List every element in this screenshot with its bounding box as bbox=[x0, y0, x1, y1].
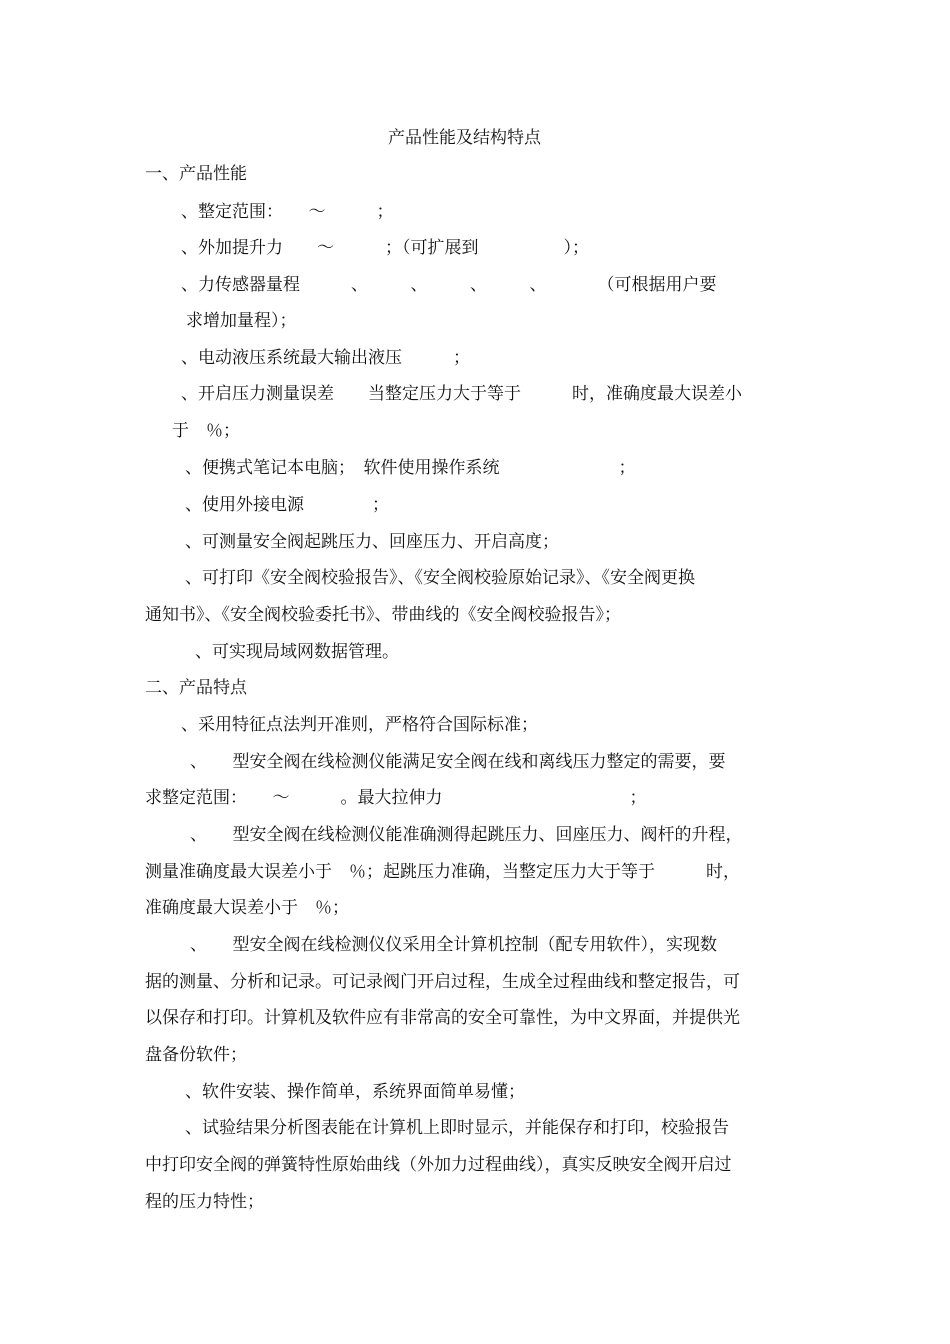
performance-item-8: 、可测量安全阀起跳压力、回座压力、开启高度； bbox=[185, 532, 559, 552]
performance-item-9: 、可打印《安全阀校验报告》、《安全阀校验原始记录》、《安全阀更换 bbox=[185, 568, 695, 588]
section-heading-features: 二、产品特点 bbox=[145, 678, 247, 698]
feature-item-3: 、 型安全阀在线检测仪能准确测得起跳压力、回座压力、阀杆的升程， bbox=[190, 825, 743, 845]
feature-item-5: 、软件安装、操作简单，系统界面简单易懂； bbox=[185, 1082, 525, 1102]
performance-item-2: 、外加提升力 ～ ；（可扩展到 ）； bbox=[181, 238, 589, 258]
feature-item-4: 、 型安全阀在线检测仪仪采用全计算机控制（配专用软件），实现数 bbox=[190, 935, 717, 955]
feature-item-6-cont2: 程的压力特性； bbox=[145, 1192, 264, 1212]
feature-item-2: 、 型安全阀在线检测仪能满足安全阀在线和离线压力整定的需要，要 bbox=[190, 752, 726, 772]
performance-item-7: 、使用外接电源 ； bbox=[185, 495, 389, 515]
feature-item-4-cont3: 盘备份软件； bbox=[145, 1045, 247, 1065]
document-title: 产品性能及结构特点 bbox=[388, 128, 541, 148]
feature-item-6-cont: 中打印安全阀的弹簧特性原始曲线（外加力过程曲线），真实反映安全阀开启过 bbox=[145, 1155, 732, 1175]
performance-item-10: 、可实现局域网数据管理。 bbox=[195, 642, 399, 662]
feature-item-2-cont: 求整定范围： ～ 。最大拉伸力 ； bbox=[145, 788, 647, 808]
performance-item-3-cont: 求增加量程）； bbox=[186, 311, 297, 331]
feature-item-1: 、采用特征点法判开准则，严格符合国际标准； bbox=[181, 715, 538, 735]
feature-item-4-cont: 据的测量、分析和记录。可记录阀门开启过程，生成全过程曲线和整定报告，可 bbox=[145, 972, 740, 992]
performance-item-1: 、整定范围： ～ ； bbox=[181, 202, 394, 222]
performance-item-3: 、力传感器量程 、 、 、 、 （可根据用户要 bbox=[181, 275, 717, 295]
performance-item-9-cont: 通知书》、《安全阀校验委托书》、带曲线的《安全阀校验报告》； bbox=[145, 605, 621, 625]
feature-item-4-cont2: 以保存和打印。计算机及软件应有非常高的安全可靠性，为中文界面，并提供光 bbox=[145, 1008, 740, 1028]
section-heading-performance: 一、产品性能 bbox=[145, 164, 247, 184]
performance-item-4: 、电动液压系统最大输出液压 ； bbox=[181, 348, 470, 368]
performance-item-6: 、便携式笔记本电脑； 软件使用操作系统 ； bbox=[185, 458, 636, 478]
feature-item-6: 、试验结果分析图表能在计算机上即时显示，并能保存和打印，校验报告 bbox=[185, 1118, 729, 1138]
performance-item-5: 、开启压力测量误差 当整定压力大于等于 时，准确度最大误差小 bbox=[181, 384, 742, 404]
performance-item-5-cont: 于 ％； bbox=[172, 421, 240, 441]
feature-item-3-cont2: 准确度最大误差小于 ％； bbox=[145, 898, 349, 918]
feature-item-3-cont: 测量准确度最大误差小于 ％；起跳压力准确，当整定压力大于等于 时， bbox=[145, 862, 740, 882]
